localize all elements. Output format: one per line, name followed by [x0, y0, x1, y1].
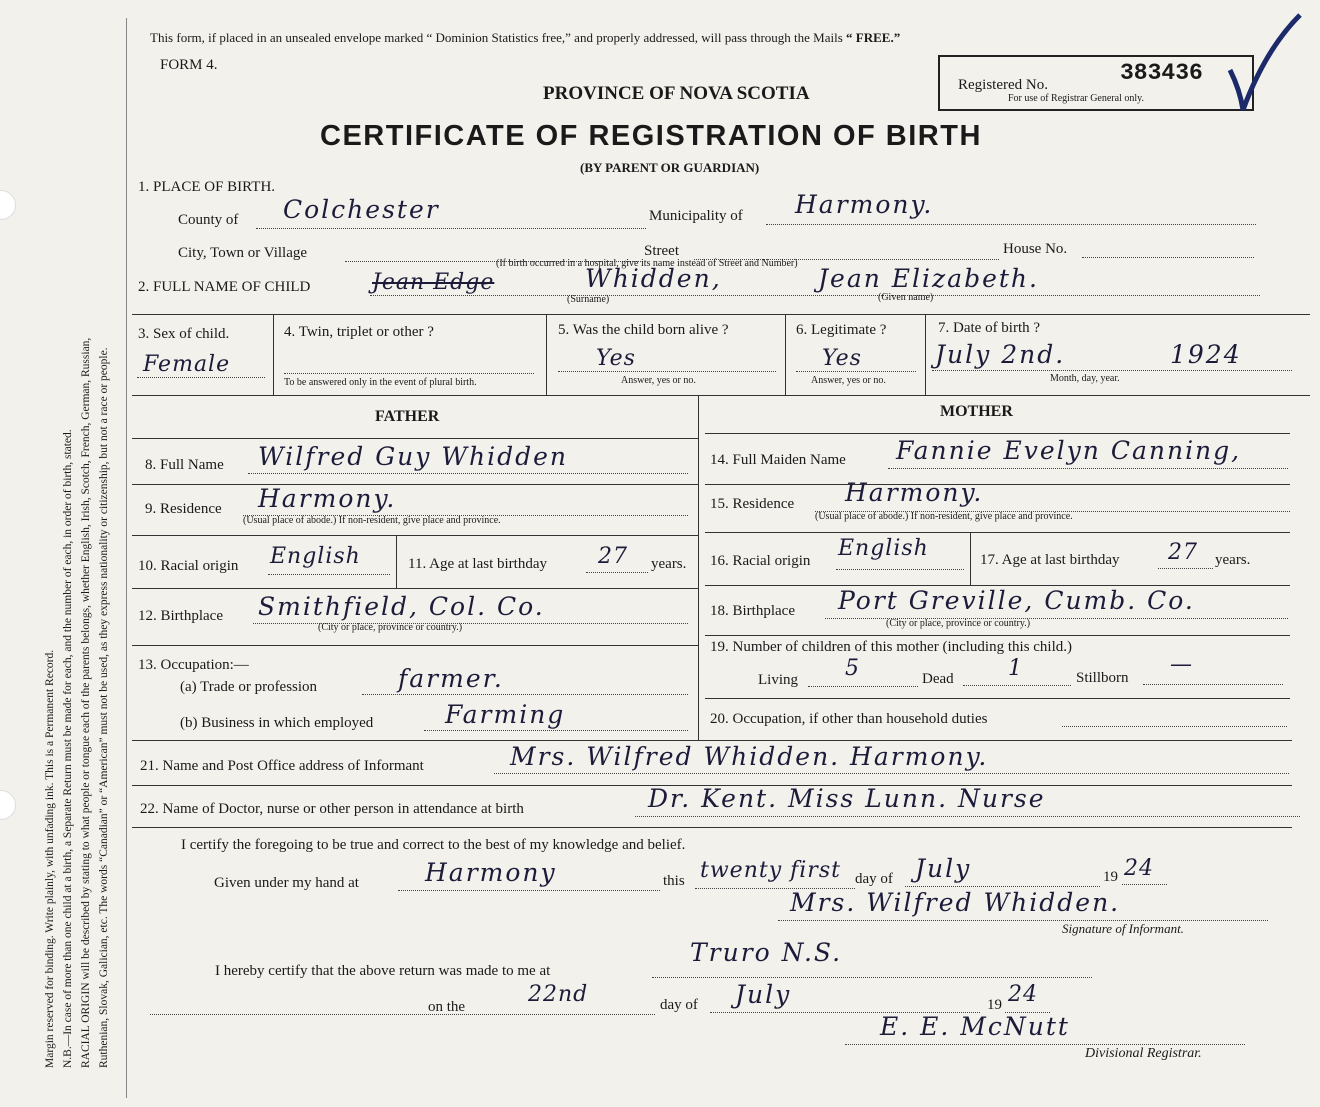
binding-hole-top — [0, 190, 16, 220]
registrar-statement: I hereby certify that the above return was made to me at — [215, 963, 551, 979]
registrar-place-line — [652, 977, 1092, 978]
alive-line — [558, 371, 776, 372]
child-given-name: Jean Elizabeth. — [818, 264, 1039, 293]
trade-value: farmer. — [398, 664, 504, 693]
certify-statement: I certify the foregoing to be true and correct to the best of my knowledge and belief. — [181, 837, 686, 853]
father-birthplace-note: (City or place, province or country.) — [318, 622, 463, 633]
province-heading: PROVINCE OF NOVA SCOTIA — [543, 83, 810, 104]
father-residence-value: Harmony. — [258, 484, 397, 513]
father-name-label: 8. Full Name — [145, 457, 224, 473]
business-value: Farming — [445, 700, 566, 729]
date-of-birth-label: 7. Date of birth ? — [938, 320, 1041, 336]
house-label: House No. — [1003, 241, 1068, 257]
registered-label: Registered No. — [958, 77, 1048, 93]
alive-value: Yes — [596, 346, 636, 371]
surname-note: (Surname) — [567, 294, 610, 305]
mother-heading: MOTHER — [940, 403, 1013, 420]
parents-center-divider — [698, 395, 699, 740]
stillborn-line — [1143, 684, 1283, 685]
business-label: (b) Business in which employed — [180, 715, 374, 731]
father-residence-label: 9. Residence — [145, 501, 222, 517]
municipality-value: Harmony. — [795, 190, 934, 219]
certificate-subtitle: (BY PARENT OR GUARDIAN) — [580, 160, 760, 175]
binding-hole-bottom — [0, 790, 16, 820]
child-surname: Whidden, — [585, 264, 722, 293]
registrar-day-line — [150, 1014, 655, 1015]
father-age-value: 27 — [598, 544, 628, 569]
twin-note: To be answered only in the event of plural birth. — [284, 377, 477, 388]
informant-signature: Mrs. Wilfred Whidden. — [790, 888, 1121, 917]
registrar-month-value: July — [735, 980, 792, 1009]
stillborn-value: — — [1170, 652, 1193, 677]
doctor-label: 22. Name of Doctor, nurse or other person in attendance at birth — [140, 801, 524, 817]
mother-racial-value: English — [838, 536, 929, 561]
given-day-value: twenty first — [700, 858, 841, 883]
given-day-of-label: day of — [855, 871, 893, 887]
trade-line — [362, 694, 688, 695]
father-heading: FATHER — [375, 408, 440, 425]
informant-line — [494, 773, 1289, 774]
hospital-note: (If birth occurred in a hospital, give its name instead of Street and Number) — [496, 258, 798, 269]
business-line — [424, 730, 688, 731]
father-age-unit: years. — [651, 556, 687, 572]
mother-rule-3 — [705, 532, 1290, 533]
dead-label: Dead — [922, 671, 954, 687]
county-line — [256, 228, 646, 229]
registrar-day-of-label: day of — [660, 997, 698, 1013]
mother-birthplace-label: 18. Birthplace — [710, 603, 795, 619]
child-name-line — [370, 295, 1260, 296]
mother-rule-1 — [705, 433, 1290, 434]
sex-value: Female — [143, 352, 231, 377]
date-of-birth-line — [932, 370, 1292, 371]
checkmark-icon — [1225, 10, 1305, 120]
stillborn-label: Stillborn — [1076, 670, 1129, 686]
county-label: County of — [178, 212, 239, 228]
father-residence-note: (Usual place of abode.) If non-resident, give place and province. — [243, 515, 501, 526]
given-name-note: (Given name) — [878, 292, 934, 303]
margin-note-2: N.B.—In case of more than one child at a birth, a Separate Return must be made for each, and the number of each, in order of birth, stated. — [62, 429, 74, 1068]
father-rule-3 — [132, 535, 698, 536]
father-name-line — [248, 473, 688, 474]
legitimate-label: 6. Legitimate ? — [796, 322, 887, 338]
trade-label: (a) Trade or profession — [180, 679, 318, 695]
father-birthplace-value: Smithfield, Col. Co. — [258, 592, 545, 621]
row3-divider-1 — [273, 314, 274, 395]
informant-signature-line — [778, 920, 1268, 921]
row3-divider-3 — [785, 314, 786, 395]
row3-divider-4 — [925, 314, 926, 395]
given-place-value: Harmony — [425, 858, 557, 887]
parents-bottom-rule — [132, 740, 1292, 741]
twin-label: 4. Twin, triplet or other ? — [284, 324, 434, 340]
date-of-birth-note: Month, day, year. — [1050, 373, 1120, 384]
occupation-label: 13. Occupation:— — [138, 657, 249, 673]
child-name-struck: Jean Edge — [372, 270, 495, 295]
registered-value: 383436 — [1120, 60, 1203, 86]
father-racial-label: 10. Racial origin — [138, 558, 239, 574]
municipality-line — [766, 224, 1256, 225]
father-racial-line — [268, 574, 390, 575]
sex-line — [137, 377, 265, 378]
informant-label: 21. Name and Post Office address of Informant — [140, 758, 424, 774]
house-line — [1082, 257, 1254, 258]
mother-birthplace-note: (City or place, province or country.) — [886, 618, 1031, 629]
county-value: Colchester — [283, 195, 440, 224]
given-place-line — [398, 890, 660, 891]
legitimate-line — [796, 371, 916, 372]
this-label: this — [663, 873, 685, 889]
father-rule-4 — [132, 588, 698, 589]
registrar-year-prefix: 19 — [987, 997, 1002, 1013]
given-year-value: 24 — [1124, 856, 1154, 881]
mother-age-divider — [970, 532, 971, 585]
mother-birthplace-value: Port Greville, Cumb. Co. — [838, 586, 1195, 615]
registered-number-box — [938, 55, 1254, 111]
margin-note-1: Margin reserved for binding. Write plainly, with unfading ink. This is a Permanent Record. — [44, 649, 56, 1068]
father-age-divider — [396, 535, 397, 588]
mother-residence-label: 15. Residence — [710, 496, 795, 512]
row3-divider-2 — [546, 314, 547, 395]
legitimate-value: Yes — [822, 346, 862, 371]
dead-value: 1 — [1008, 656, 1023, 681]
mother-occupation-label: 20. Occupation, if other than household duties — [710, 711, 988, 727]
registrar-signature-label: Divisional Registrar. — [1085, 1046, 1202, 1061]
mother-racial-line — [836, 569, 964, 570]
registrar-day-value: 22nd — [528, 982, 589, 1007]
twin-line — [284, 373, 534, 374]
margin-note-4: Ruthenian, Slovak, Galician, etc. The words “Canadian” or “American” must not be used, as they express nationality or citizenship, but not a race or people. — [98, 347, 110, 1068]
given-month-line — [905, 886, 1100, 887]
registrar-place-value: Truro N.S. — [690, 938, 843, 967]
child-name-label: 2. FULL NAME OF CHILD — [138, 279, 311, 295]
mother-name-label: 14. Full Maiden Name — [710, 452, 846, 468]
given-month-value: July — [915, 854, 972, 883]
mother-age-label: 17. Age at last birthday — [980, 552, 1120, 568]
given-year-line — [1122, 884, 1167, 885]
doctor-line — [635, 816, 1300, 817]
father-birthplace-label: 12. Birthplace — [138, 608, 223, 624]
certificate-title: CERTIFICATE OF REGISTRATION OF BIRTH — [320, 120, 982, 152]
mother-age-value: 27 — [1168, 540, 1198, 565]
margin-note-3: RACIAL ORIGIN will be described by stating to what people or tongue each of the parents belongs, whether English, Irish, Scotch, French, German, Russian, — [80, 337, 92, 1068]
father-rule-2 — [132, 484, 698, 485]
dead-line — [963, 685, 1071, 686]
mother-name-line — [888, 468, 1288, 469]
mother-rule-2 — [705, 484, 1290, 485]
father-rule-1 — [132, 438, 698, 439]
father-name-value: Wilfred Guy Whidden — [258, 442, 569, 471]
informant-signature-label: Signature of Informant. — [1062, 921, 1184, 936]
living-label: Living — [758, 672, 798, 688]
legitimate-note: Answer, yes or no. — [811, 375, 886, 386]
mother-residence-value: Harmony. — [845, 478, 984, 507]
doctor-value: Dr. Kent. Miss Lunn. Nurse — [648, 784, 1046, 813]
mother-residence-note: (Usual place of abode.) If non-resident, give place and province. — [815, 511, 1073, 522]
doctor-rule — [132, 827, 1292, 828]
mother-children-label: 19. Number of children of this mother (including this child.) — [710, 639, 1073, 655]
sex-label: 3. Sex of child. — [138, 326, 230, 342]
date-of-birth-value: July 2nd. — [935, 340, 1066, 369]
mother-rule-6 — [705, 698, 1290, 699]
city-label: City, Town or Village — [178, 245, 308, 261]
mother-rule-5 — [705, 635, 1290, 636]
municipality-label: Municipality of — [649, 208, 743, 224]
father-age-line — [586, 572, 648, 573]
row3-bottom-rule — [132, 395, 1310, 396]
row3-top-rule — [132, 314, 1310, 315]
mother-age-unit: years. — [1215, 552, 1251, 568]
informant-value: Mrs. Wilfred Whidden. Harmony. — [510, 742, 989, 771]
registrar-signature: E. E. McNutt — [880, 1012, 1070, 1041]
registrar-year-value: 24 — [1008, 982, 1038, 1007]
form-number: FORM 4. — [160, 57, 218, 73]
father-racial-value: English — [270, 544, 361, 569]
father-rule-5 — [132, 645, 698, 646]
living-value: 5 — [845, 656, 860, 681]
alive-note: Answer, yes or no. — [621, 375, 696, 386]
mother-occupation-line — [1062, 726, 1287, 727]
margin-rule — [126, 18, 127, 1098]
place-of-birth-heading: 1. PLACE OF BIRTH. — [138, 179, 276, 195]
postal-notice: This form, if placed in an unsealed envelope marked “ Dominion Statistics free,” and properly addressed, will pass through the Mails “ FREE.” — [150, 30, 901, 45]
mother-name-value: Fannie Evelyn Canning, — [896, 436, 1242, 465]
alive-label: 5. Was the child born alive ? — [558, 322, 729, 338]
on-the-label: on the — [428, 999, 466, 1015]
mother-age-line — [1158, 568, 1213, 569]
registered-note: For use of Registrar General only. — [1008, 93, 1144, 104]
mother-racial-label: 16. Racial origin — [710, 553, 811, 569]
given-under-label: Given under my hand at — [214, 875, 359, 891]
living-line — [808, 686, 918, 687]
street-label: Street — [644, 243, 679, 259]
given-year-prefix: 19 — [1103, 869, 1118, 885]
registrar-signature-line — [845, 1044, 1245, 1045]
father-age-label: 11. Age at last birthday — [408, 556, 547, 572]
date-of-birth-year: 1924 — [1170, 340, 1242, 369]
